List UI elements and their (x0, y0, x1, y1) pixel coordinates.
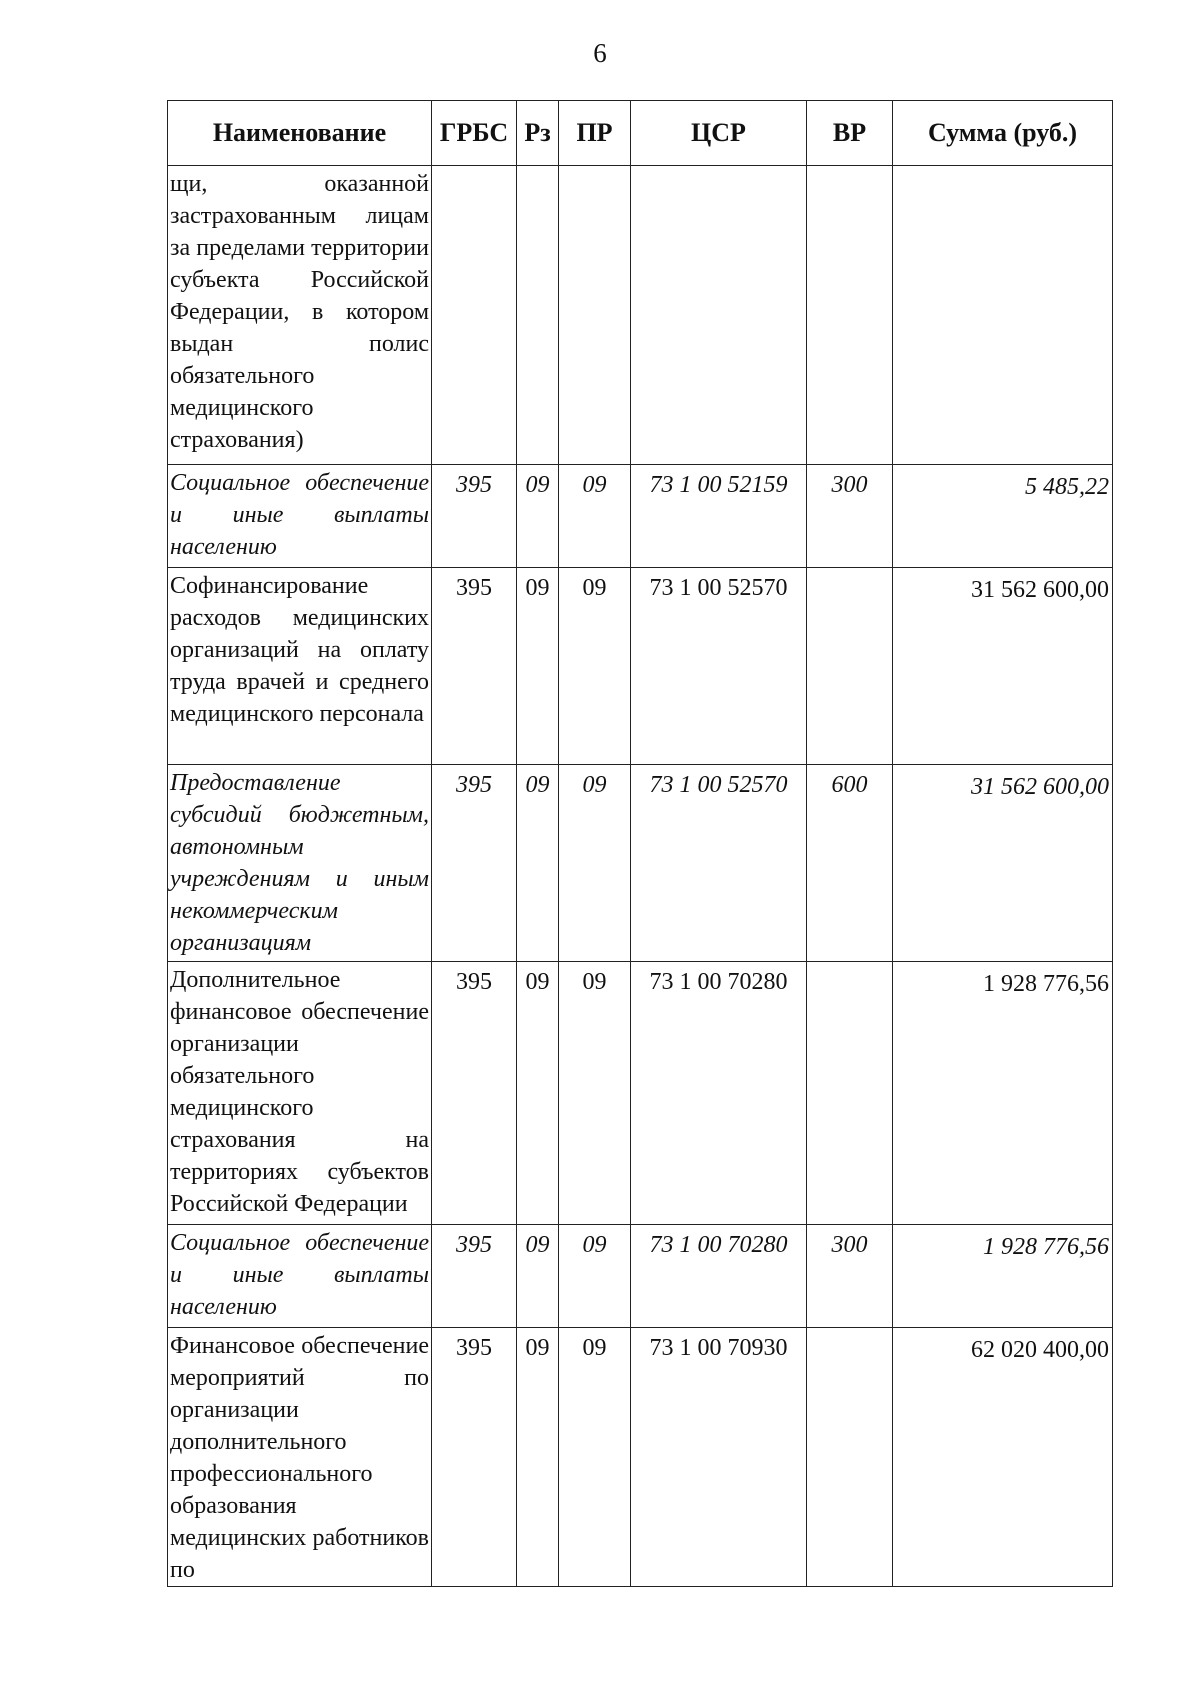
table-row (168, 962, 1113, 1225)
row-sum: 62 020 400,00 (893, 1328, 1113, 1587)
row-vr (807, 568, 893, 765)
row-sum: 31 562 600,00 (893, 765, 1113, 962)
row-name: Дополнительное финансовое обеспечение организации обязательного медицинского страхования на территориях субъектов Российской Федерации (168, 962, 432, 1225)
row-csr (631, 166, 807, 465)
row-name: Софинансирование расходов медицинских организаций на оплату труда врачей и среднего медицинского персонала (168, 568, 432, 765)
table-row (168, 1225, 1113, 1328)
row-name: Предоставление субсидий бюджетным, автономным учреждениям и иным некоммерческим организациям (168, 765, 432, 962)
header-rz: Рз (517, 101, 559, 166)
row-rz: 09 (517, 1225, 559, 1328)
row-csr: 73 1 00 70930 (631, 1328, 807, 1587)
header-csr: ЦСР (631, 101, 807, 166)
row-sum: 1 928 776,56 (893, 962, 1113, 1225)
row-grbs: 395 (432, 962, 517, 1225)
table-header-row (168, 101, 1113, 166)
row-pr: 09 (559, 568, 631, 765)
row-csr: 73 1 00 52159 (631, 465, 807, 568)
header-name: Наименование (168, 101, 432, 166)
row-grbs: 395 (432, 465, 517, 568)
row-sum: 1 928 776,56 (893, 1225, 1113, 1328)
row-grbs (432, 166, 517, 465)
row-vr (807, 1328, 893, 1587)
row-pr (559, 166, 631, 465)
row-pr: 09 (559, 765, 631, 962)
header-vr: ВР (807, 101, 893, 166)
row-sum: 31 562 600,00 (893, 568, 1113, 765)
row-grbs: 395 (432, 1328, 517, 1587)
row-csr: 73 1 00 52570 (631, 568, 807, 765)
row-grbs: 395 (432, 568, 517, 765)
row-rz: 09 (517, 1328, 559, 1587)
table-row (168, 765, 1113, 962)
row-vr: 300 (807, 465, 893, 568)
page-number: 6 (593, 38, 607, 68)
table-row (168, 1328, 1113, 1587)
row-csr: 73 1 00 70280 (631, 1225, 807, 1328)
row-pr: 09 (559, 962, 631, 1225)
table-row (168, 166, 1113, 465)
table-row (168, 568, 1113, 765)
row-rz: 09 (517, 765, 559, 962)
row-sum: 5 485,22 (893, 465, 1113, 568)
row-name: щи, оказанной застрахованным лицам за пределами территории субъекта Российской Федерации, в котором выдан полис обязательного медицинского страхования) (168, 166, 432, 465)
header-pr: ПР (559, 101, 631, 166)
row-name: Финансовое обеспечение мероприятий по организации дополнительного профессионального образования медицинских работников по (168, 1328, 432, 1587)
row-rz: 09 (517, 962, 559, 1225)
row-vr (807, 166, 893, 465)
row-csr: 73 1 00 70280 (631, 962, 807, 1225)
row-rz: 09 (517, 465, 559, 568)
row-pr: 09 (559, 465, 631, 568)
budget-table (167, 100, 1113, 1587)
row-rz (517, 166, 559, 465)
row-csr: 73 1 00 52570 (631, 765, 807, 962)
row-pr: 09 (559, 1225, 631, 1328)
row-vr (807, 962, 893, 1225)
row-vr: 300 (807, 1225, 893, 1328)
header-sum: Сумма (руб.) (893, 101, 1113, 166)
row-sum (893, 166, 1113, 465)
header-grbs: ГРБС (432, 101, 517, 166)
row-name: Социальное обеспечение и иные выплаты населению (168, 1225, 432, 1328)
row-grbs: 395 (432, 1225, 517, 1328)
row-rz: 09 (517, 568, 559, 765)
table-row (168, 465, 1113, 568)
row-pr: 09 (559, 1328, 631, 1587)
row-name: Социальное обеспечение и иные выплаты населению (168, 465, 432, 568)
row-vr: 600 (807, 765, 893, 962)
row-grbs: 395 (432, 765, 517, 962)
